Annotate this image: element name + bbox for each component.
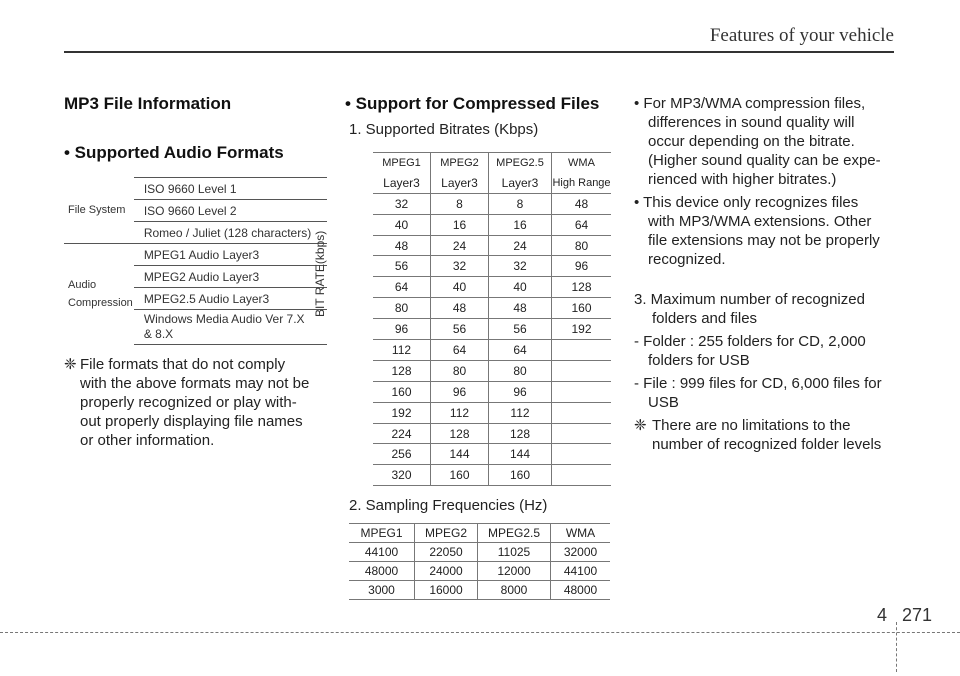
sampling-header: MPEG1 — [349, 524, 415, 543]
sampling-row — [349, 581, 610, 600]
group-audio-label-2: Compression — [68, 297, 133, 310]
header-rule — [64, 51, 894, 53]
group-audio-label-1: Audio — [68, 279, 97, 292]
sampling-header: WMA — [551, 524, 611, 543]
format-item — [134, 310, 327, 345]
bitrate-row — [373, 319, 611, 340]
text-line: file extensions may not be properly — [648, 232, 880, 249]
text-line: occur depending on the bitrate. — [648, 133, 855, 150]
bitrate-cell: 32 — [431, 256, 489, 277]
bitrates-heading: 1. Supported Bitrates (Kbps) — [349, 121, 539, 138]
bitrate-row — [373, 360, 611, 381]
bitrate-row — [373, 444, 611, 465]
sampling-cell: 22050 — [415, 543, 478, 562]
bitrate-cell: 80 — [489, 360, 552, 381]
page-number: 271 — [902, 605, 933, 625]
bitrate-row — [373, 381, 611, 402]
bullet-quality — [634, 94, 896, 189]
text-line: recognized. — [648, 251, 726, 268]
bitrate-row — [373, 193, 611, 214]
note-symbol: ❈ — [64, 356, 77, 373]
bitrate-cell: 56 — [489, 319, 552, 340]
sampling-cell: 48000 — [551, 581, 611, 600]
footer-dashed-rule — [0, 632, 960, 633]
text-line: There are no limitations to the — [652, 417, 851, 434]
bitrate-cell: 112 — [489, 402, 552, 423]
bitrate-cell: 8 — [431, 193, 489, 214]
sampling-cell: 12000 — [478, 562, 551, 581]
bitrate-cell: 48 — [373, 235, 431, 256]
bitrate-cell: 24 — [431, 235, 489, 256]
bitrate-cell: 96 — [552, 256, 612, 277]
bitrate-cell: 80 — [552, 235, 612, 256]
mp3-info-title: MP3 File Information — [64, 94, 232, 113]
sampling-cell: 8000 — [478, 581, 551, 600]
bitrate-row — [373, 298, 611, 319]
bitrate-cell: 320 — [373, 465, 431, 486]
bitrate-row — [373, 256, 611, 277]
file-limit — [634, 374, 896, 412]
bitrate-row — [373, 214, 611, 235]
bitrate-header: MPEG2.5 — [489, 153, 552, 173]
format-item: MPEG1 Audio Layer3 — [134, 244, 327, 266]
format-item: ISO 9660 Level 2 — [134, 200, 327, 222]
bitrate-cell: 64 — [552, 214, 612, 235]
bitrate-cell — [552, 465, 612, 486]
bitrate-cell: 160 — [431, 465, 489, 486]
compressed-files-title: • Support for Compressed Files — [345, 94, 600, 113]
text-line: - File : 999 files for CD, 6,000 files for — [634, 375, 882, 392]
note-line: out properly displaying file names — [80, 413, 303, 430]
bitrate-cell: 64 — [431, 340, 489, 361]
format-item: ISO 9660 Level 1 — [134, 178, 327, 200]
bitrate-cell — [552, 402, 612, 423]
bitrate-cell: 224 — [373, 423, 431, 444]
text-line: rienced with higher bitrates.) — [648, 171, 837, 188]
text-line: with MP3/WMA extensions. Other — [648, 213, 872, 230]
bitrate-subheader: Layer3 — [489, 173, 552, 193]
bitrate-cell: 112 — [431, 402, 489, 423]
sampling-cell: 32000 — [551, 543, 611, 562]
group-audio-compression — [64, 244, 134, 345]
text-line: number of recognized folder levels — [652, 436, 882, 453]
format-item: MPEG2 Audio Layer3 — [134, 266, 327, 288]
sampling-header: MPEG2.5 — [478, 524, 551, 543]
chapter-number: 4 — [877, 605, 888, 625]
bitrate-cell: 64 — [489, 340, 552, 361]
bitrate-cell: 128 — [489, 423, 552, 444]
bitrate-cell: 80 — [431, 360, 489, 381]
bitrate-cell: 24 — [489, 235, 552, 256]
bitrate-header: MPEG1 — [373, 153, 431, 173]
bitrate-cell — [552, 444, 612, 465]
bitrate-cell: 128 — [373, 360, 431, 381]
sampling-row — [349, 562, 610, 581]
note-line: properly recognized or play with- — [80, 394, 297, 411]
bitrate-cell: 160 — [489, 465, 552, 486]
bitrate-cell: 80 — [373, 298, 431, 319]
bitrate-cell: 128 — [552, 277, 612, 298]
bitrate-row — [373, 277, 611, 298]
bitrates-table — [373, 152, 611, 486]
bitrate-cell: 40 — [431, 277, 489, 298]
bitrate-header: MPEG2 — [431, 153, 489, 173]
bitrate-cell: 40 — [489, 277, 552, 298]
text-line: (Higher sound quality can be expe- — [648, 152, 881, 169]
bitrate-cell: 32 — [373, 193, 431, 214]
sampling-cell: 44100 — [551, 562, 611, 581]
sampling-header: MPEG2 — [415, 524, 478, 543]
bitrate-cell: 96 — [431, 381, 489, 402]
format-note — [64, 355, 327, 450]
bitrate-cell: 48 — [552, 193, 612, 214]
note-symbol: ❈ — [634, 417, 647, 434]
bitrate-cell — [552, 340, 612, 361]
bitrate-cell: 144 — [489, 444, 552, 465]
bitrate-cell: 144 — [431, 444, 489, 465]
text-line: - Folder : 255 folders for CD, 2,000 — [634, 333, 866, 350]
bitrate-row — [373, 423, 611, 444]
sampling-heading: 2. Sampling Frequencies (Hz) — [349, 497, 548, 514]
text-line: 3. Maximum number of recognized — [634, 291, 865, 308]
bitrate-axis-label: BIT RATE(kbps) — [313, 230, 327, 317]
bitrate-cell: 160 — [373, 381, 431, 402]
bitrate-cell: 40 — [373, 214, 431, 235]
format-item-line2: & 8.X — [143, 327, 174, 341]
bitrate-cell: 8 — [489, 193, 552, 214]
note-line: with the above formats may not be — [80, 375, 310, 392]
sampling-cell: 3000 — [349, 581, 415, 600]
group-file-system: File System — [68, 204, 126, 217]
bitrate-cell — [552, 381, 612, 402]
bullet-extensions — [634, 193, 896, 269]
bitrate-subheader: High Range — [552, 173, 612, 193]
bitrate-cell — [552, 423, 612, 444]
bitrate-cell: 256 — [373, 444, 431, 465]
page-separator — [896, 622, 898, 672]
text-line: folders for USB — [648, 352, 750, 369]
bitrate-subheader: Layer3 — [373, 173, 431, 193]
max-recognized — [634, 290, 896, 328]
right-column — [634, 94, 896, 454]
bitrate-rows — [373, 193, 611, 485]
bitrate-row — [373, 402, 611, 423]
folder-limit — [634, 332, 896, 370]
text-line: • This device only recognizes files — [634, 194, 859, 211]
bitrate-header: WMA — [552, 153, 612, 173]
bitrate-cell: 112 — [373, 340, 431, 361]
bitrate-cell: 48 — [489, 298, 552, 319]
bitrate-row — [373, 465, 611, 486]
sampling-table — [349, 523, 610, 600]
format-item-line1: Windows Media Audio Ver 7.X — [143, 312, 305, 326]
bitrate-cell — [552, 360, 612, 381]
sampling-rows — [349, 543, 610, 600]
text-line: • For MP3/WMA compression files, — [634, 95, 866, 112]
bitrate-cell: 96 — [489, 381, 552, 402]
text-line: USB — [648, 394, 679, 411]
bitrate-cell: 56 — [373, 256, 431, 277]
sampling-cell: 16000 — [415, 581, 478, 600]
text-line: folders and files — [652, 310, 758, 327]
format-item: Romeo / Juliet (128 characters) — [134, 222, 327, 244]
note-line: or other information. — [80, 432, 215, 449]
note-line: File formats that do not comply — [80, 356, 286, 373]
sampling-cell: 44100 — [349, 543, 415, 562]
bitrate-cell: 56 — [431, 319, 489, 340]
bitrate-cell: 48 — [431, 298, 489, 319]
bitrate-cell: 192 — [552, 319, 612, 340]
bitrate-cell: 16 — [489, 214, 552, 235]
bitrate-cell: 96 — [373, 319, 431, 340]
bitrate-cell: 16 — [431, 214, 489, 235]
section-title: Features of your vehicle — [709, 25, 894, 46]
sampling-cell: 48000 — [349, 562, 415, 581]
sampling-cell: 24000 — [415, 562, 478, 581]
format-item: MPEG2.5 Audio Layer3 — [134, 288, 327, 310]
bitrate-cell: 64 — [373, 277, 431, 298]
formats-table — [64, 177, 327, 345]
supported-formats-title: • Supported Audio Formats — [64, 143, 284, 162]
text-line: differences in sound quality will — [648, 114, 855, 131]
bitrate-cell: 160 — [552, 298, 612, 319]
bitrate-cell: 128 — [431, 423, 489, 444]
bitrate-cell: 32 — [489, 256, 552, 277]
bitrate-cell: 192 — [373, 402, 431, 423]
bitrate-subheader: Layer3 — [431, 173, 489, 193]
bitrate-row — [373, 340, 611, 361]
bitrate-row — [373, 235, 611, 256]
sampling-cell: 11025 — [478, 543, 551, 562]
sampling-row — [349, 543, 610, 562]
folder-levels-note — [634, 416, 896, 454]
